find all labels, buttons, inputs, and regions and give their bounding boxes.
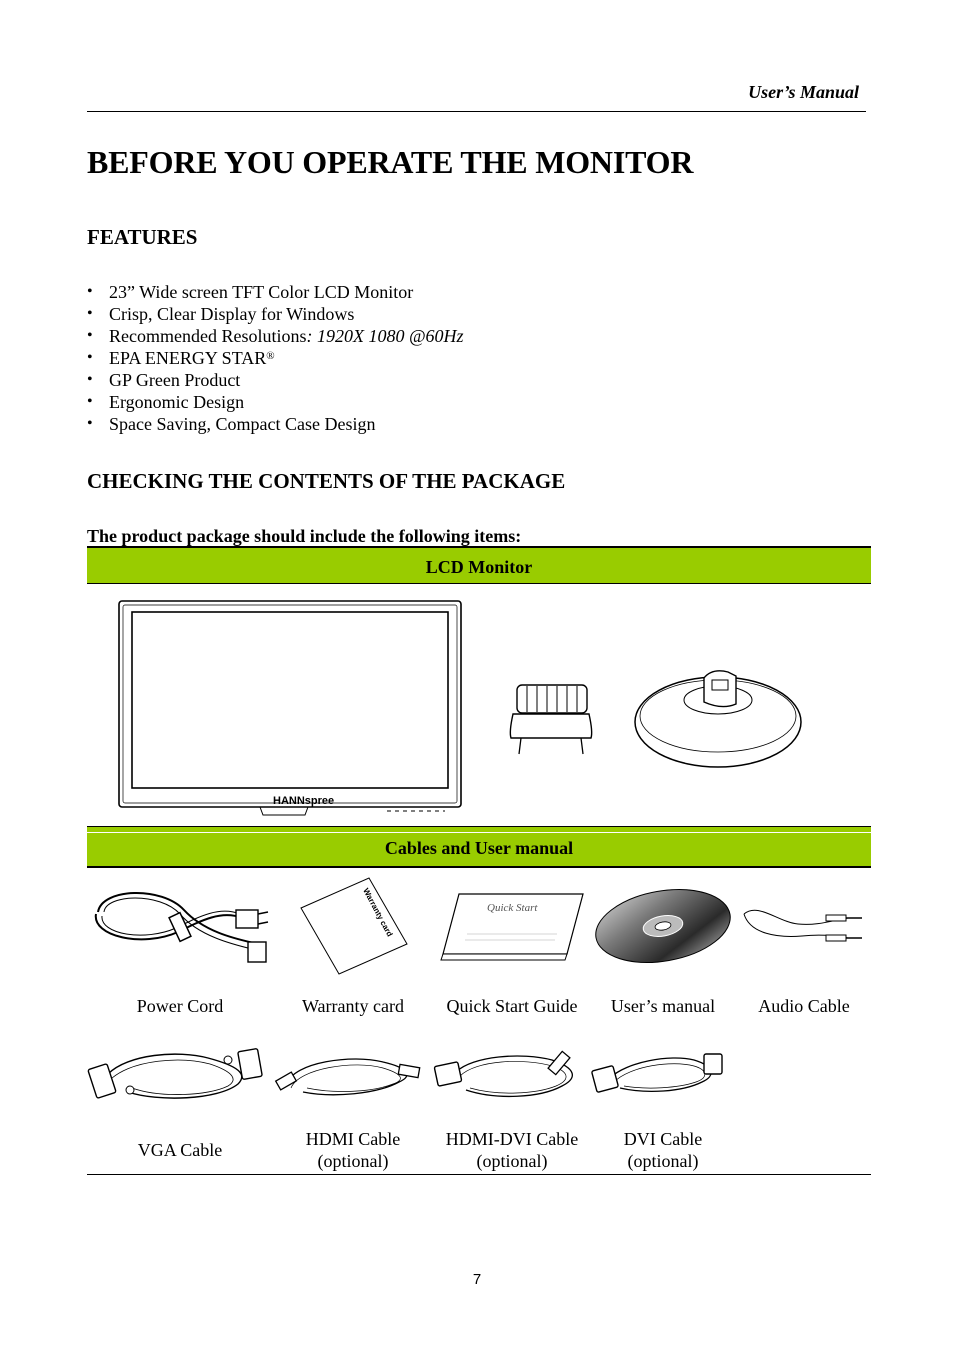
feature-item: • GP Green Product bbox=[87, 369, 464, 391]
manual-header-label: User’s Manual bbox=[748, 82, 859, 102]
power-cord-illustration bbox=[92, 884, 270, 974]
quick-start-cover-text: Quick Start bbox=[487, 902, 538, 914]
dvi-cable-illustration bbox=[590, 1048, 726, 1104]
hdmi-cable-illustration bbox=[273, 1048, 425, 1104]
features-heading: FEATURES bbox=[87, 225, 198, 249]
monitor-illustration bbox=[115, 597, 465, 819]
package-intro: The product package should include the following items: bbox=[87, 526, 522, 546]
caption-audio-cable: Audio Cable bbox=[758, 996, 850, 1016]
page-number: 7 bbox=[472, 1271, 482, 1288]
hdmi-dvi-cable-illustration bbox=[432, 1046, 588, 1106]
caption-vga-cable: VGA Cable bbox=[137, 1140, 223, 1160]
feature-item: • Recommended Resolutions: 1920X 1080 @60Hz bbox=[87, 325, 464, 347]
caption-hdmi-dvi-cable: HDMI-DVI Cable (optional) bbox=[445, 1129, 579, 1171]
lcd-monitor-band: LCD Monitor bbox=[87, 546, 871, 584]
caption-warranty-card: Warranty card bbox=[302, 996, 404, 1016]
features-list bbox=[87, 281, 464, 435]
warranty-card-illustration bbox=[297, 872, 412, 978]
feature-item: • Space Saving, Compact Case Design bbox=[87, 413, 464, 435]
feature-item: • 23” Wide screen TFT Color LCD Monitor bbox=[87, 281, 464, 303]
caption-users-manual: User’s manual bbox=[610, 996, 716, 1016]
table-bottom-rule bbox=[87, 1174, 871, 1175]
feature-item: • Ergonomic Design bbox=[87, 391, 464, 413]
caption-hdmi-cable: HDMI Cable (optional) bbox=[305, 1129, 401, 1171]
header-divider bbox=[87, 111, 866, 112]
stand-neck-illustration bbox=[503, 682, 599, 762]
page-title: BEFORE YOU OPERATE THE MONITOR bbox=[87, 144, 694, 180]
monitor-brand-logo: HANNspree bbox=[273, 795, 335, 807]
feature-item: • EPA ENERGY STAR® bbox=[87, 347, 464, 369]
package-heading: CHECKING THE CONTENTS OF THE PACKAGE bbox=[87, 469, 566, 493]
caption-dvi-cable: DVI Cable (optional) bbox=[623, 1129, 703, 1171]
audio-cable-illustration bbox=[738, 904, 864, 946]
warranty-card-text: Warranty card bbox=[361, 886, 395, 939]
cd-manual-illustration bbox=[593, 889, 733, 963]
caption-quick-start-guide: Quick Start Guide bbox=[446, 996, 578, 1016]
cables-band: Cables and User manual bbox=[87, 826, 871, 868]
feature-item: • Crisp, Clear Display for Windows bbox=[87, 303, 464, 325]
stand-base-illustration bbox=[632, 664, 808, 774]
quick-start-illustration bbox=[439, 890, 587, 962]
caption-power-cord: Power Cord bbox=[136, 996, 224, 1016]
vga-cable-illustration bbox=[88, 1044, 268, 1106]
